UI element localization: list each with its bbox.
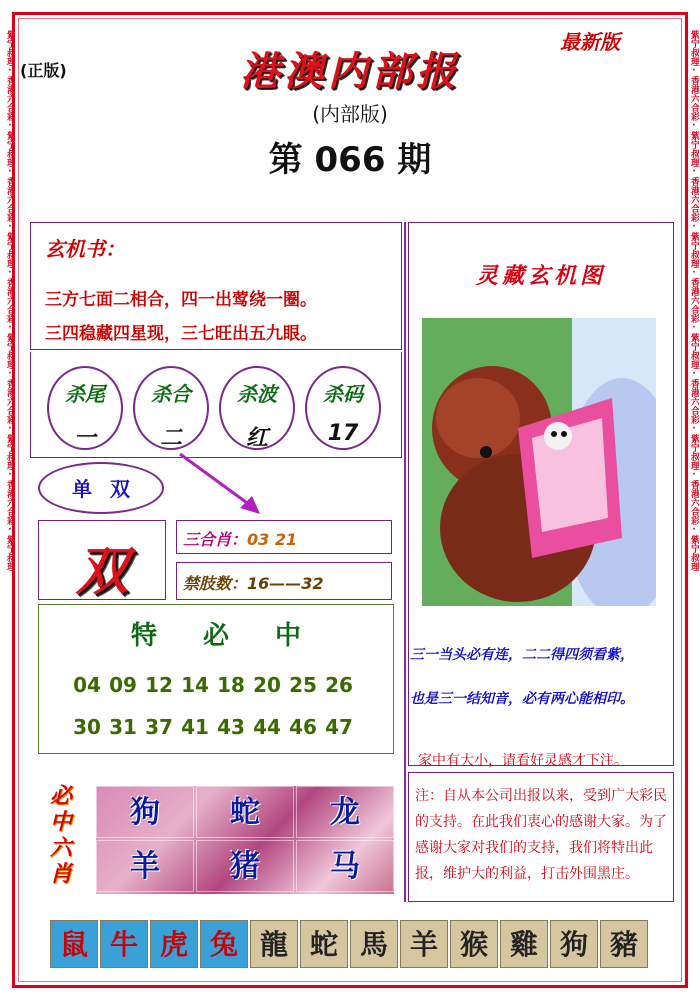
zodiac-tile: 蛇 xyxy=(300,920,348,968)
number-cell: 09 xyxy=(109,673,137,697)
xuanji-label: 玄机书： xyxy=(45,237,125,261)
oval-value: 一 xyxy=(73,426,96,451)
special-numbers-box xyxy=(38,604,394,754)
zodiac-tile: 鼠 xyxy=(50,920,98,968)
three-combo-row xyxy=(183,527,297,550)
oval-kill-combo xyxy=(133,366,209,450)
oval-value: 红 xyxy=(245,426,268,451)
six-zodiac-grid xyxy=(96,786,394,894)
oval-title: 杀码 xyxy=(323,382,363,406)
banned-number-row xyxy=(183,571,324,594)
special-numbers-title: 特必中 xyxy=(130,621,347,651)
number-cell: 37 xyxy=(145,715,173,739)
latest-tag: 最新版 xyxy=(560,30,620,54)
odd-even-oval: 单双 xyxy=(38,462,164,514)
edition-tag: (正版) xyxy=(20,61,67,80)
numbers-row-2 xyxy=(69,715,357,739)
three-combo-box xyxy=(176,520,392,554)
verse-line-2: 也是三一结知音，必有两心能相印。 xyxy=(410,691,634,707)
number-cell: 41 xyxy=(181,715,209,739)
left-side-strip: 紫宁叔理·香港六合彩·紫宁叔理·香港六合彩·紫宁叔理·香港六合彩·紫宁叔理·香港六合彩·紫宁叔理·香港六合彩·紫宁叔理 xyxy=(5,30,15,571)
zodiac-tile: 馬 xyxy=(350,920,398,968)
oval-value: 二 xyxy=(159,426,182,451)
column-divider xyxy=(404,222,406,902)
zodiac-tile: 猴 xyxy=(450,920,498,968)
number-cell: 31 xyxy=(109,715,137,739)
page-title: 港澳内部报 xyxy=(240,48,460,95)
number-cell: 30 xyxy=(73,715,101,739)
oval-title: 杀尾 xyxy=(65,382,105,406)
banned-number-label: 禁肢数： xyxy=(183,574,248,593)
kill-ovals-box xyxy=(30,352,402,458)
zodiac-cell: 羊 xyxy=(96,840,194,892)
oval-title: 杀波 xyxy=(237,382,277,406)
notice-text: 注：自从本公司出报以来，受到广大彩民的支持。在此我们衷心的感谢大家。为了感谢大家对我们的支持，我们将特出此报，维护大的利益，打击外围黑庄。 xyxy=(415,788,667,882)
oval-kill-wave xyxy=(219,366,295,450)
notice-box xyxy=(408,772,674,902)
zodiac-tile: 兔 xyxy=(200,920,248,968)
banned-number-value: 16——32 xyxy=(247,574,324,593)
must-hit-six-label: 必中六肖 xyxy=(49,784,72,887)
xuanji-line-1: 三方七面二相合，四一出莺绕一圈。 xyxy=(45,290,317,310)
zodiac-cell: 马 xyxy=(296,840,394,892)
zodiac-cell: 蛇 xyxy=(196,786,294,838)
number-cell: 18 xyxy=(217,673,245,697)
zodiac-tile: 龍 xyxy=(250,920,298,968)
number-cell: 26 xyxy=(325,673,353,697)
zodiac-tile: 雞 xyxy=(500,920,548,968)
zodiac-tile: 牛 xyxy=(100,920,148,968)
oval-value: 17 xyxy=(327,421,359,446)
zodiac-cell: 猪 xyxy=(196,840,294,892)
verse-line-1: 三一当头必有连，二二得四须看紫， xyxy=(410,647,634,663)
xuanji-box xyxy=(30,222,402,350)
right-side-strip: 紫宁叔理·香港六合彩·紫宁叔理·香港六合彩·紫宁叔理·香港六合彩·紫宁叔理·香港六合彩·紫宁叔理·香港六合彩·紫宁叔理 xyxy=(689,30,699,571)
oval-kill-number xyxy=(305,366,381,450)
even-char: 双 xyxy=(75,542,128,602)
zodiac-tile: 羊 xyxy=(400,920,448,968)
even-box xyxy=(38,520,166,600)
numbers-row-1 xyxy=(69,673,357,697)
three-combo-label: 三合肖： xyxy=(183,530,248,549)
page-subtitle: (内部版) xyxy=(312,102,388,126)
number-cell: 04 xyxy=(73,673,101,697)
banned-number-box xyxy=(176,562,392,600)
number-cell: 47 xyxy=(325,715,353,739)
oval-kill-tail xyxy=(47,366,123,450)
three-combo-value: 03 21 xyxy=(247,530,298,549)
number-cell: 20 xyxy=(253,673,281,697)
zodiac-cell: 狗 xyxy=(96,786,194,838)
verse-note: 家中有大小，请看好灵感才下注。 xyxy=(418,753,628,769)
zodiac-tile: 豬 xyxy=(600,920,648,968)
oval-title: 杀合 xyxy=(151,382,191,406)
number-cell: 46 xyxy=(289,715,317,739)
zodiac-cell: 龙 xyxy=(296,786,394,838)
bottom-zodiac-bar xyxy=(50,920,650,970)
number-cell: 43 xyxy=(217,715,245,739)
number-cell: 14 xyxy=(181,673,209,697)
number-cell: 44 xyxy=(253,715,281,739)
picture-title: 灵藏玄机图 xyxy=(475,264,606,289)
number-cell: 25 xyxy=(289,673,317,697)
number-cell: 12 xyxy=(145,673,173,697)
zodiac-tile: 狗 xyxy=(550,920,598,968)
arrow-icon xyxy=(176,450,266,520)
issue-number: 第 066 期 xyxy=(268,140,432,180)
xuanji-line-2: 三四稳藏四星现，三七旺出五九眼。 xyxy=(45,324,317,344)
zodiac-tile: 虎 xyxy=(150,920,198,968)
puppy-photo xyxy=(422,318,656,606)
